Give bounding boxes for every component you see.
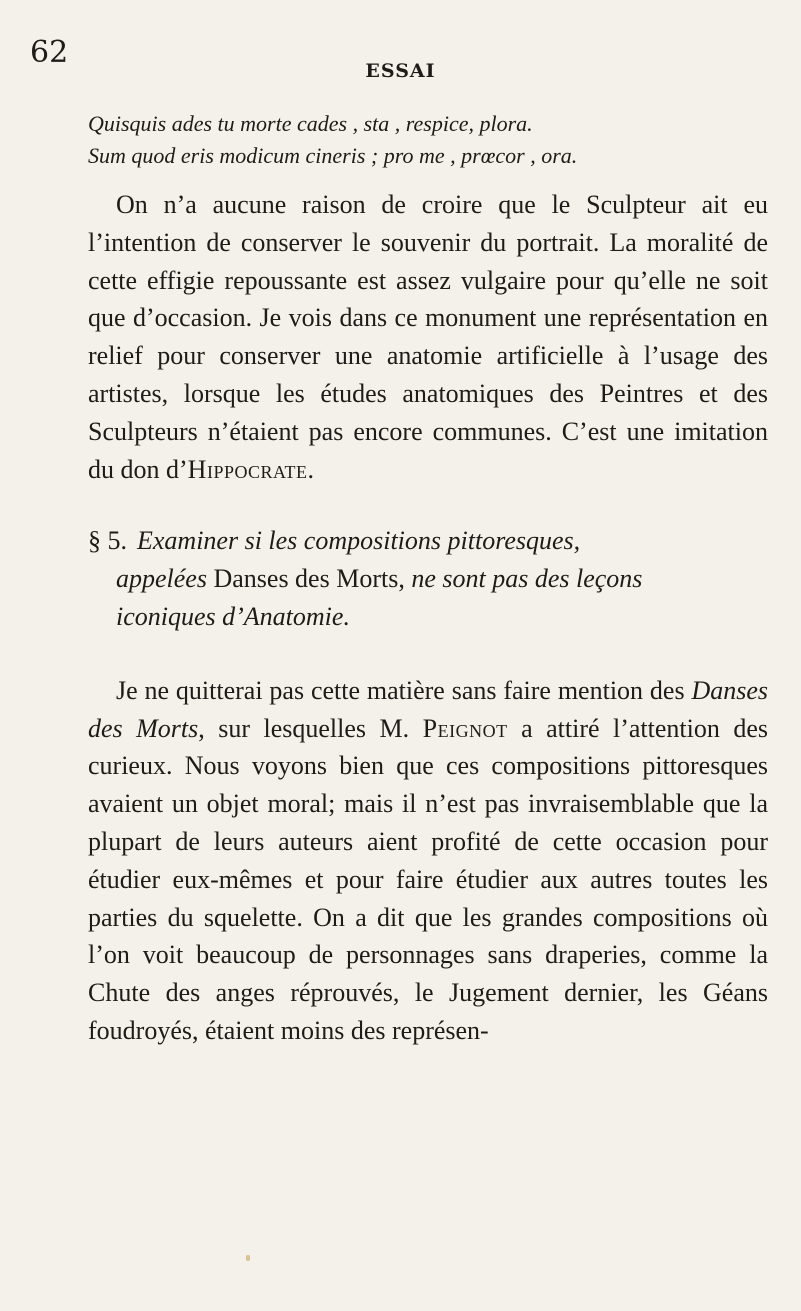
- paragraph-1-text: On n’a aucune raison de croire que le Sculpteur ait eu l’intention de conserver le souvenir du portrait. La moralité de cette effigie repoussante est assez vulgaire pour qu’elle ne soit que d’occasion. Je vois dans ce monument une représentation en relief pour conserver une anatomie artificielle à l’usage des artistes, lorsque les études anatomiques des Peintres et des Sculpteurs n’étaient pas encore communes. C’est une imitation du don d’: [88, 190, 768, 484]
- paper-speck: [246, 1255, 250, 1261]
- paragraph-2-text-a: Je ne quitterai pas cette matière sans faire mention des: [116, 675, 692, 705]
- danses-des-morts: Danses des Morts: [88, 675, 768, 743]
- section-title-part-2: appelées: [116, 564, 207, 594]
- section-title-line-2: [88, 560, 768, 598]
- name-peignot: Peignot: [422, 713, 508, 743]
- running-head: ESSAI: [365, 60, 436, 82]
- latin-epitaph: [88, 108, 768, 172]
- section-heading: [88, 522, 768, 635]
- section-title-part-4: iconiques d’Anatomie.: [116, 601, 350, 631]
- section-title-part-3: ne sont pas des leçons: [411, 564, 643, 594]
- paragraph-2: [88, 672, 768, 1050]
- text-block: [88, 108, 768, 1050]
- section-title-part-1: Examiner si les compositions pittoresques,: [137, 526, 581, 556]
- paragraph-2-text-b: , sur lesquelles M.: [198, 713, 423, 743]
- epitaph-line-1: Quisquis ades tu morte cades , sta , respice, plora.: [88, 111, 533, 136]
- epitaph-line-2: Sum quod eris modicum cineris ; pro me , prœcor , ora.: [88, 143, 578, 168]
- paragraph-1-end: .: [307, 454, 314, 484]
- section-mark: § 5.: [88, 526, 127, 556]
- section-title-roman: Danses des Morts,: [206, 564, 412, 594]
- name-hippocrate: Hippocrate: [187, 454, 308, 484]
- page-number: 62: [30, 35, 69, 70]
- paragraph-1: [88, 186, 768, 488]
- paragraph-2-text-c: a attiré l’attention des curieux. Nous voyons bien que ces compositions pittoresques avaient un objet moral; mais il n’est pas invraisemblable que la plupart de leurs auteurs aient profité de cette occasion pour étudier eux-mêmes et pour faire étudier aux autres toutes les parties du squelette. On a dit que les grandes compositions où l’on voit beaucoup de personnages sans draperies, comme la Chute des anges réprouvés, le Jugement dernier, les Géans foudroyés, étaient moins des représen-: [88, 713, 769, 1045]
